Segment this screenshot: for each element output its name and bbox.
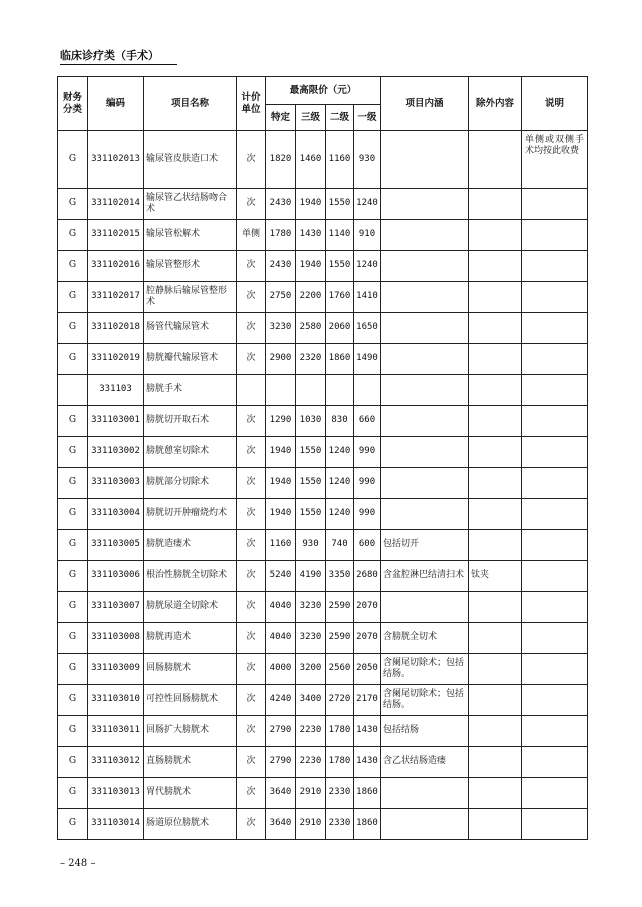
page-number: – 248 – [60, 858, 96, 869]
cell-price-level3: 1030 [296, 406, 326, 437]
cell-price-level3: 2580 [296, 313, 326, 344]
cell-unit: 次 [237, 282, 266, 313]
cell-code: 331103005 [88, 530, 144, 561]
section-row [58, 375, 588, 406]
cell-price-level1: 2680 [354, 561, 381, 592]
cell-name: 膀胱瓣代输尿管术 [144, 344, 237, 375]
cell-note [522, 282, 588, 313]
cell-excluded [469, 809, 522, 840]
table-row [58, 561, 588, 592]
cell-name: 膀胱尿道全切除术 [144, 592, 237, 623]
header-unit: 计价单位 [237, 77, 266, 131]
cell-price-special: 1940 [266, 437, 296, 468]
cell-unit: 次 [237, 809, 266, 840]
table-row [58, 685, 588, 716]
cell-price-level2: 1780 [326, 747, 354, 778]
cell-note [522, 747, 588, 778]
cell-content [381, 131, 469, 189]
cell-excluded [469, 220, 522, 251]
cell-price-level2: 740 [326, 530, 354, 561]
cell-note [522, 716, 588, 747]
cell-content [381, 251, 469, 282]
section-empty-cell [266, 375, 296, 406]
cell-price-special: 4040 [266, 623, 296, 654]
cell-price-level1: 1430 [354, 747, 381, 778]
cell-price-level2: 2330 [326, 809, 354, 840]
cell-category: G [58, 654, 88, 685]
cell-price-special: 1940 [266, 499, 296, 530]
table-row [58, 716, 588, 747]
table-row [58, 747, 588, 778]
cell-content [381, 809, 469, 840]
cell-content [381, 499, 469, 530]
header-name: 项目名称 [144, 77, 237, 131]
cell-price-level1: 1860 [354, 778, 381, 809]
cell-excluded [469, 685, 522, 716]
cell-unit: 次 [237, 716, 266, 747]
fee-table [57, 76, 588, 840]
cell-price-level2: 1760 [326, 282, 354, 313]
cell-price-special: 3640 [266, 809, 296, 840]
cell-note [522, 654, 588, 685]
cell-excluded [469, 131, 522, 189]
cell-price-level1: 660 [354, 406, 381, 437]
cell-price-level2: 1240 [326, 437, 354, 468]
cell-category: G [58, 561, 88, 592]
cell-name: 膀胱憩室切除术 [144, 437, 237, 468]
table-row [58, 220, 588, 251]
cell-note [522, 623, 588, 654]
cell-price-level2: 1160 [326, 131, 354, 189]
cell-price-level1: 1650 [354, 313, 381, 344]
cell-code: 331102016 [88, 251, 144, 282]
section-empty-cell [237, 375, 266, 406]
cell-code: 331103001 [88, 406, 144, 437]
cell-excluded [469, 251, 522, 282]
cell-name: 根治性膀胱全切除术 [144, 561, 237, 592]
header-note: 说明 [522, 77, 588, 131]
cell-price-level1: 930 [354, 131, 381, 189]
cell-price-special: 5240 [266, 561, 296, 592]
cell-excluded [469, 747, 522, 778]
cell-code: 331103012 [88, 747, 144, 778]
cell-unit: 次 [237, 654, 266, 685]
cell-content: 包括切开 [381, 530, 469, 561]
cell-excluded [469, 654, 522, 685]
cell-content [381, 220, 469, 251]
table-row [58, 468, 588, 499]
cell-category: G [58, 131, 88, 189]
cell-name: 回肠膀胱术 [144, 654, 237, 685]
cell-price-level1: 990 [354, 437, 381, 468]
cell-category: G [58, 189, 88, 220]
cell-price-level2: 2720 [326, 685, 354, 716]
cell-price-level1: 1240 [354, 251, 381, 282]
cell-unit: 次 [237, 131, 266, 189]
cell-price-level2: 1550 [326, 189, 354, 220]
header-content: 项目内涵 [381, 77, 469, 131]
cell-price-level2: 1550 [326, 251, 354, 282]
table-row [58, 437, 588, 468]
cell-price-level3: 1430 [296, 220, 326, 251]
cell-content: 包括结肠 [381, 716, 469, 747]
cell-price-level3: 2320 [296, 344, 326, 375]
cell-price-level3: 2910 [296, 809, 326, 840]
cell-price-level2: 1140 [326, 220, 354, 251]
cell-unit: 次 [237, 561, 266, 592]
cell-name: 膀胱部分切除术 [144, 468, 237, 499]
cell-excluded [469, 623, 522, 654]
cell-price-level2: 1240 [326, 499, 354, 530]
cell-note [522, 344, 588, 375]
cell-code: 331103002 [88, 437, 144, 468]
cell-price-level1: 2050 [354, 654, 381, 685]
cell-category: G [58, 530, 88, 561]
cell-code: 331103013 [88, 778, 144, 809]
cell-code: 331102014 [88, 189, 144, 220]
cell-unit: 次 [237, 530, 266, 561]
cell-category: G [58, 747, 88, 778]
section-empty-cell [522, 375, 588, 406]
cell-note [522, 313, 588, 344]
cell-name: 膀胱切开肿瘤烧灼术 [144, 499, 237, 530]
cell-code: 331102013 [88, 131, 144, 189]
cell-unit: 次 [237, 499, 266, 530]
section-empty-cell [296, 375, 326, 406]
cell-name: 输尿管乙状结肠吻合术 [144, 189, 237, 220]
cell-price-level1: 990 [354, 468, 381, 499]
cell-content [381, 406, 469, 437]
cell-name: 肠道原位膀胱术 [144, 809, 237, 840]
cell-category: G [58, 468, 88, 499]
cell-category: G [58, 499, 88, 530]
cell-content: 含盆腔淋巴结清扫术 [381, 561, 469, 592]
cell-price-level3: 1460 [296, 131, 326, 189]
cell-excluded [469, 530, 522, 561]
cell-price-special: 2430 [266, 251, 296, 282]
cell-note [522, 778, 588, 809]
cell-excluded [469, 189, 522, 220]
cell-price-level2: 2560 [326, 654, 354, 685]
cell-price-special: 2790 [266, 747, 296, 778]
cell-price-special: 2790 [266, 716, 296, 747]
cell-price-level3: 2200 [296, 282, 326, 313]
table-row [58, 282, 588, 313]
cell-category: G [58, 313, 88, 344]
cell-price-level2: 830 [326, 406, 354, 437]
cell-excluded [469, 344, 522, 375]
cell-excluded [469, 716, 522, 747]
cell-excluded [469, 313, 522, 344]
cell-note [522, 685, 588, 716]
section-code: 331103 [88, 375, 144, 406]
cell-price-special: 3640 [266, 778, 296, 809]
cell-price-special: 1940 [266, 468, 296, 499]
cell-note [522, 251, 588, 282]
cell-price-level1: 2070 [354, 623, 381, 654]
cell-category: G [58, 406, 88, 437]
cell-note [522, 499, 588, 530]
cell-price-level3: 1940 [296, 251, 326, 282]
cell-name: 回肠扩大膀胱术 [144, 716, 237, 747]
header-special: 特定 [266, 105, 296, 131]
header-level2: 二级 [326, 105, 354, 131]
cell-price-special: 4040 [266, 592, 296, 623]
cell-category: G [58, 282, 88, 313]
cell-content [381, 468, 469, 499]
cell-name: 肠管代输尿管术 [144, 313, 237, 344]
cell-unit: 次 [237, 406, 266, 437]
header-price-group: 最高限价（元） [266, 77, 381, 105]
cell-price-special: 3230 [266, 313, 296, 344]
cell-note [522, 406, 588, 437]
cell-excluded [469, 499, 522, 530]
cell-note [522, 189, 588, 220]
table-row [58, 406, 588, 437]
cell-price-special: 2430 [266, 189, 296, 220]
header-category: 财务分类 [58, 77, 88, 131]
cell-code: 331103003 [88, 468, 144, 499]
cell-name: 膀胱切开取石术 [144, 406, 237, 437]
cell-code: 331102019 [88, 344, 144, 375]
cell-category: G [58, 809, 88, 840]
cell-unit: 次 [237, 592, 266, 623]
cell-unit: 次 [237, 747, 266, 778]
cell-price-level2: 2590 [326, 592, 354, 623]
cell-price-level1: 1430 [354, 716, 381, 747]
cell-price-level3: 2230 [296, 716, 326, 747]
section-empty-cell [326, 375, 354, 406]
cell-content [381, 344, 469, 375]
cell-price-special: 2900 [266, 344, 296, 375]
section-name: 膀胱手术 [144, 375, 237, 406]
cell-code: 331103008 [88, 623, 144, 654]
table-row [58, 623, 588, 654]
cell-price-level2: 3350 [326, 561, 354, 592]
cell-price-level1: 2070 [354, 592, 381, 623]
cell-category: G [58, 220, 88, 251]
cell-price-level2: 1240 [326, 468, 354, 499]
cell-category: G [58, 623, 88, 654]
cell-category: G [58, 685, 88, 716]
table-row [58, 251, 588, 282]
cell-unit: 次 [237, 468, 266, 499]
cell-price-level1: 990 [354, 499, 381, 530]
cell-category: G [58, 437, 88, 468]
cell-price-level3: 2910 [296, 778, 326, 809]
cell-price-level3: 1550 [296, 499, 326, 530]
cell-unit: 次 [237, 623, 266, 654]
cell-price-level1: 1240 [354, 189, 381, 220]
cell-unit: 次 [237, 437, 266, 468]
section-empty-cell [58, 375, 88, 406]
cell-price-level1: 1490 [354, 344, 381, 375]
cell-price-level3: 1940 [296, 189, 326, 220]
table-row [58, 809, 588, 840]
cell-note [522, 561, 588, 592]
header-level1: 一级 [354, 105, 381, 131]
section-empty-cell [381, 375, 469, 406]
cell-price-level1: 1410 [354, 282, 381, 313]
cell-price-level3: 1550 [296, 437, 326, 468]
cell-code: 331103007 [88, 592, 144, 623]
cell-name: 膀胱再造术 [144, 623, 237, 654]
cell-excluded [469, 282, 522, 313]
cell-category: G [58, 592, 88, 623]
cell-name: 输尿管皮肤造口术 [144, 131, 237, 189]
cell-excluded [469, 778, 522, 809]
cell-unit: 次 [237, 313, 266, 344]
cell-content [381, 592, 469, 623]
cell-code: 331103009 [88, 654, 144, 685]
cell-excluded [469, 468, 522, 499]
cell-content: 含阑尾切除术；包括结肠。 [381, 685, 469, 716]
cell-code: 331102015 [88, 220, 144, 251]
table-row [58, 654, 588, 685]
cell-content [381, 778, 469, 809]
cell-category: G [58, 778, 88, 809]
cell-unit: 单侧 [237, 220, 266, 251]
cell-unit: 次 [237, 685, 266, 716]
cell-price-level1: 1860 [354, 809, 381, 840]
cell-content: 含乙状结肠造瘘 [381, 747, 469, 778]
cell-code: 331103010 [88, 685, 144, 716]
table-row [58, 778, 588, 809]
cell-note [522, 468, 588, 499]
cell-price-level3: 3230 [296, 623, 326, 654]
cell-name: 可控性回肠膀胱术 [144, 685, 237, 716]
cell-price-level3: 3400 [296, 685, 326, 716]
table-row [58, 499, 588, 530]
cell-excluded: 钛夹 [469, 561, 522, 592]
table-row [58, 189, 588, 220]
cell-code: 331102017 [88, 282, 144, 313]
cell-price-level3: 1550 [296, 468, 326, 499]
cell-price-special: 1780 [266, 220, 296, 251]
page-header-title: 临床诊疗类（手术） [60, 47, 177, 65]
cell-content: 含膀胱全切术 [381, 623, 469, 654]
cell-name: 输尿管整形术 [144, 251, 237, 282]
table-row [58, 530, 588, 561]
cell-price-level2: 1780 [326, 716, 354, 747]
cell-excluded [469, 592, 522, 623]
cell-content: 含阑尾切除术；包括结肠。 [381, 654, 469, 685]
cell-content [381, 313, 469, 344]
cell-price-level3: 2230 [296, 747, 326, 778]
cell-code: 331103006 [88, 561, 144, 592]
cell-category: G [58, 716, 88, 747]
cell-unit: 次 [237, 778, 266, 809]
cell-price-special: 4000 [266, 654, 296, 685]
cell-price-level2: 1860 [326, 344, 354, 375]
cell-unit: 次 [237, 189, 266, 220]
cell-name: 胃代膀胱术 [144, 778, 237, 809]
cell-code: 331103004 [88, 499, 144, 530]
cell-excluded [469, 437, 522, 468]
cell-price-level3: 930 [296, 530, 326, 561]
cell-price-level3: 3230 [296, 592, 326, 623]
cell-unit: 次 [237, 344, 266, 375]
table-row [58, 344, 588, 375]
cell-unit: 次 [237, 251, 266, 282]
header-code: 编码 [88, 77, 144, 131]
cell-price-level3: 4190 [296, 561, 326, 592]
cell-name: 膀胱造瘘术 [144, 530, 237, 561]
cell-note [522, 220, 588, 251]
cell-price-level1: 600 [354, 530, 381, 561]
cell-note [522, 809, 588, 840]
cell-price-special: 4240 [266, 685, 296, 716]
table-row [58, 313, 588, 344]
cell-content [381, 282, 469, 313]
cell-code: 331102018 [88, 313, 144, 344]
cell-note: 单侧或双侧手术均按此收费 [522, 131, 588, 189]
section-empty-cell [469, 375, 522, 406]
cell-price-special: 1160 [266, 530, 296, 561]
cell-price-level1: 2170 [354, 685, 381, 716]
cell-content [381, 189, 469, 220]
table-row [58, 592, 588, 623]
cell-excluded [469, 406, 522, 437]
cell-price-special: 2750 [266, 282, 296, 313]
cell-code: 331103014 [88, 809, 144, 840]
cell-price-level2: 2330 [326, 778, 354, 809]
section-empty-cell [354, 375, 381, 406]
cell-price-special: 1290 [266, 406, 296, 437]
cell-note [522, 437, 588, 468]
cell-note [522, 592, 588, 623]
cell-name: 腔静脉后输尿管整形术 [144, 282, 237, 313]
table-row [58, 131, 588, 189]
cell-note [522, 530, 588, 561]
cell-price-level1: 910 [354, 220, 381, 251]
header-level3: 三级 [296, 105, 326, 131]
cell-price-special: 1820 [266, 131, 296, 189]
cell-category: G [58, 344, 88, 375]
header-excluded: 除外内容 [469, 77, 522, 131]
cell-category: G [58, 251, 88, 282]
cell-price-level3: 3200 [296, 654, 326, 685]
cell-code: 331103011 [88, 716, 144, 747]
cell-name: 输尿管松解术 [144, 220, 237, 251]
cell-content [381, 437, 469, 468]
cell-price-level2: 2060 [326, 313, 354, 344]
cell-price-level2: 2590 [326, 623, 354, 654]
cell-name: 直肠膀胱术 [144, 747, 237, 778]
